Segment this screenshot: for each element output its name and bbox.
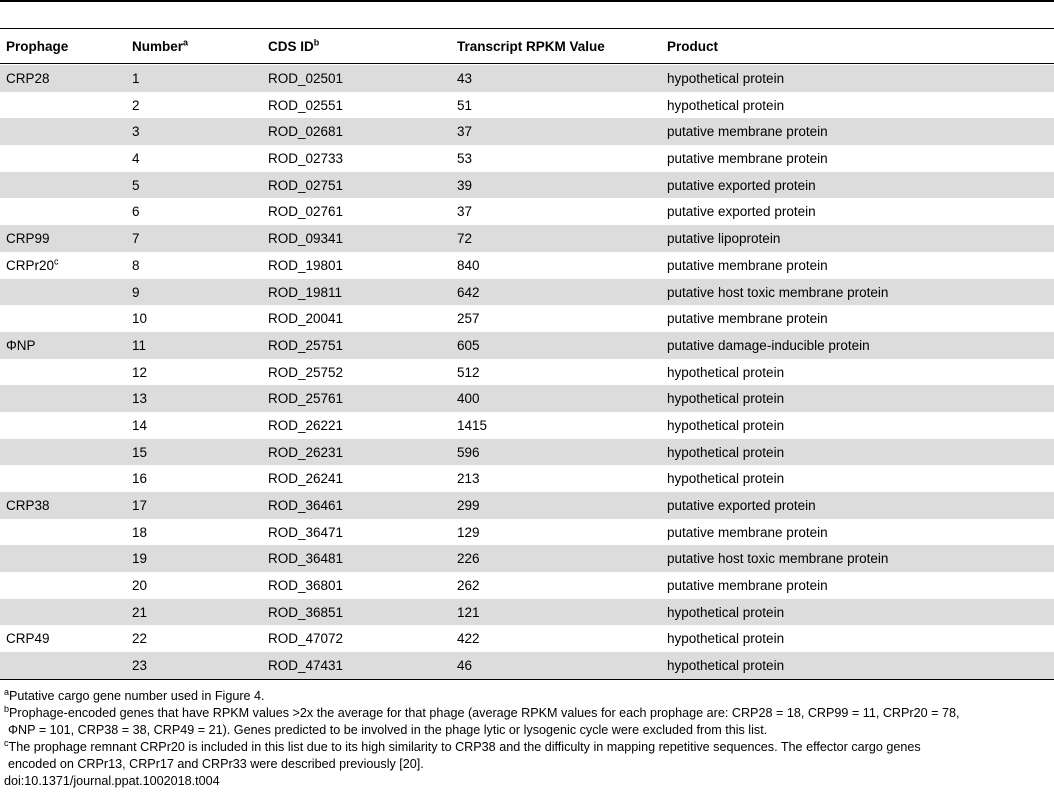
cell-cds-id: ROD_25761 (268, 391, 344, 407)
cell-product: putative damage-inducible protein (667, 337, 870, 353)
header-product: Product (667, 39, 719, 54)
cell-product: hypothetical protein (667, 471, 785, 487)
cell-number: 20 (132, 578, 148, 594)
header-prophage: Prophage (6, 39, 69, 54)
header-number-label: Number (132, 39, 184, 54)
cell-rpkm: 299 (457, 498, 480, 513)
table-row (0, 492, 1054, 519)
cell-cds-id: ROD_26221 (268, 417, 344, 433)
cell-prophage-label: ΦNP (6, 337, 36, 353)
cell-rpkm: 43 (457, 71, 473, 86)
cell-cds-id: ROD_02681 (268, 124, 344, 140)
cell-number: 22 (132, 631, 148, 647)
cell-rpkm: 121 (457, 604, 480, 620)
cell-product: putative exported protein (667, 498, 816, 513)
cell-prophage-label: CRP99 (6, 231, 50, 247)
cell-number: 4 (132, 151, 140, 167)
cell-rpkm: 37 (457, 124, 473, 140)
header-number-footnote-mark: a (183, 37, 189, 48)
cell-cds-id: ROD_25751 (268, 337, 344, 353)
cell-cds-id: ROD_19801 (268, 257, 344, 273)
footnote-c-mark: c (4, 739, 9, 748)
table-row (0, 332, 1054, 359)
table-row (0, 145, 1054, 172)
table-row (0, 252, 1054, 279)
footnotes (4, 688, 1054, 790)
table-header (0, 32, 1054, 60)
cell-prophage-label: CRP28 (6, 71, 50, 86)
cell-product: putative membrane protein (667, 151, 828, 167)
cell-prophage (6, 258, 59, 273)
table-row (0, 625, 1054, 652)
cell-prophage-footnote-mark: c (54, 256, 59, 267)
header-cds-id-label: CDS ID (268, 39, 314, 54)
cell-cds-id: ROD_19811 (268, 284, 343, 300)
cell-number: 16 (132, 471, 148, 487)
table-row (0, 572, 1054, 599)
cell-product: putative exported protein (667, 204, 816, 220)
cell-rpkm: 422 (457, 631, 480, 647)
cell-product: hypothetical protein (667, 604, 785, 620)
cell-number: 6 (132, 204, 140, 220)
cell-product: putative membrane protein (667, 578, 828, 594)
footnote-a (4, 688, 1054, 705)
cell-prophage (6, 631, 50, 646)
cell-cds-id: ROD_02551 (268, 97, 344, 113)
table-row (0, 92, 1054, 119)
table-row (0, 279, 1054, 306)
cell-number: 7 (132, 231, 140, 247)
cell-product: hypothetical protein (667, 444, 785, 460)
cell-prophage (6, 338, 36, 353)
cell-cds-id: ROD_36461 (268, 498, 344, 513)
cell-cds-id: ROD_02751 (268, 177, 344, 193)
cell-rpkm: 51 (457, 97, 473, 113)
cell-number: 19 (132, 551, 148, 567)
cell-rpkm: 226 (457, 551, 480, 567)
cell-cds-id: ROD_02761 (268, 204, 344, 220)
cell-product: putative exported protein (667, 177, 816, 193)
cell-cds-id: ROD_36481 (268, 551, 344, 567)
footnote-c-text: The prophage remnant CRPr20 is included in this list due to its high similarity to CRP38 and the difficulty in mapping repetitive sequences. The effector cargo genes (8, 740, 921, 754)
cell-product: putative host toxic membrane protein (667, 551, 889, 567)
cell-number: 12 (132, 364, 148, 380)
cell-product: hypothetical protein (667, 417, 785, 433)
cell-cds-id: ROD_25752 (268, 364, 344, 380)
footnote-b-mark: b (4, 705, 10, 714)
cell-cds-id: ROD_36471 (268, 524, 344, 540)
footnote-b-line1 (4, 705, 1054, 722)
cell-cds-id: ROD_47431 (268, 658, 344, 674)
cell-product: putative lipoprotein (667, 231, 781, 247)
cell-product: putative membrane protein (667, 257, 828, 273)
cell-product: putative host toxic membrane protein (667, 284, 889, 300)
cell-number: 10 (132, 311, 148, 327)
cell-cds-id: ROD_26231 (268, 444, 344, 460)
cell-rpkm: 37 (457, 204, 473, 220)
cell-rpkm: 596 (457, 444, 480, 460)
cell-number: 5 (132, 177, 140, 193)
cell-rpkm: 1415 (457, 417, 488, 433)
cell-rpkm: 213 (457, 471, 480, 487)
table-row (0, 118, 1054, 145)
cell-rpkm: 53 (457, 151, 473, 167)
cell-product: putative membrane protein (667, 524, 828, 540)
cell-cds-id: ROD_20041 (268, 311, 344, 327)
cell-product: hypothetical protein (667, 97, 785, 113)
cell-cds-id: ROD_09341 (268, 231, 344, 247)
cell-number: 23 (132, 658, 148, 674)
table-row (0, 465, 1054, 492)
cell-number: 8 (132, 257, 140, 273)
column-header-rule (0, 63, 1054, 64)
table-row (0, 225, 1054, 252)
table-row (0, 519, 1054, 546)
cell-number: 2 (132, 97, 140, 113)
table-row (0, 172, 1054, 199)
cell-rpkm: 400 (457, 391, 480, 407)
cell-product: hypothetical protein (667, 391, 785, 407)
table-row (0, 359, 1054, 386)
cell-cds-id: ROD_36801 (268, 578, 344, 594)
cell-rpkm: 39 (457, 177, 473, 193)
cell-product: hypothetical protein (667, 658, 785, 674)
cell-number: 1 (132, 71, 140, 86)
header-number (132, 39, 188, 54)
table-row (0, 385, 1054, 412)
table-row (0, 652, 1054, 679)
table-row (0, 198, 1054, 225)
top-rule (0, 0, 1054, 2)
footnote-c-line1 (4, 739, 1054, 756)
cell-prophage (6, 498, 50, 513)
cell-cds-id: ROD_36851 (268, 604, 344, 620)
cell-product: putative membrane protein (667, 124, 828, 140)
cell-rpkm: 840 (457, 257, 480, 273)
table-row (0, 439, 1054, 466)
footnote-c-line2: encoded on CRPr13, CRPr17 and CRPr33 were described previously [20]. (8, 757, 424, 771)
table-row (0, 599, 1054, 626)
cell-number: 13 (132, 391, 148, 407)
bottom-rule (0, 679, 1054, 680)
cell-product: hypothetical protein (667, 71, 785, 86)
header-cds-id (268, 39, 319, 54)
cell-rpkm: 72 (457, 231, 473, 247)
cell-rpkm: 129 (457, 524, 480, 540)
table-body (0, 65, 1054, 679)
cell-number: 14 (132, 417, 148, 433)
footnote-b-line2: ΦNP = 101, CRP38 = 38, CRP49 = 21). Genes predicted to be involved in the phage lytic or lysogenic cycle were excluded from this list. (8, 723, 768, 737)
cell-number: 11 (132, 337, 147, 353)
cell-number: 9 (132, 284, 140, 300)
cell-rpkm: 605 (457, 337, 480, 353)
cell-prophage (6, 231, 50, 246)
cell-prophage-label: CRP49 (6, 631, 50, 647)
table-row (0, 545, 1054, 572)
footnote-b-text: Prophage-encoded genes that have RPKM values >2x the average for that phage (average RPKM values for each prophage are: CRP28 = 18, CRP99 = 11, CRPr20 = 78, (9, 706, 960, 720)
cell-cds-id: ROD_26241 (268, 471, 344, 487)
cell-rpkm: 642 (457, 284, 480, 300)
cell-prophage-label: CRP38 (6, 498, 50, 513)
table-row (0, 305, 1054, 332)
cell-product: hypothetical protein (667, 631, 785, 647)
cell-prophage (6, 71, 50, 86)
cell-rpkm: 46 (457, 658, 473, 674)
cell-product: putative membrane protein (667, 311, 828, 327)
cell-cds-id: ROD_02733 (268, 151, 344, 167)
header-rpkm: Transcript RPKM Value (457, 39, 605, 54)
cell-number: 18 (132, 524, 148, 540)
cell-product: hypothetical protein (667, 364, 785, 380)
cell-number: 17 (132, 498, 148, 513)
table-row (0, 65, 1054, 92)
cell-rpkm: 257 (457, 311, 480, 327)
table-row (0, 412, 1054, 439)
header-rule (0, 28, 1054, 29)
cell-rpkm: 512 (457, 364, 480, 380)
footnote-a-mark: a (4, 688, 10, 697)
cell-rpkm: 262 (457, 578, 480, 594)
cell-number: 15 (132, 444, 148, 460)
footnote-a-text: Putative cargo gene number used in Figure 4. (9, 689, 265, 703)
cell-prophage-label: CRPr20 (6, 257, 55, 273)
cell-number: 3 (132, 124, 140, 140)
cell-cds-id: ROD_47072 (268, 631, 344, 647)
cell-cds-id: ROD_02501 (268, 71, 344, 86)
cell-number: 21 (132, 604, 148, 620)
header-cds-id-footnote-mark: b (313, 37, 320, 48)
doi-line: doi:10.1371/journal.ppat.1002018.t004 (4, 774, 220, 788)
